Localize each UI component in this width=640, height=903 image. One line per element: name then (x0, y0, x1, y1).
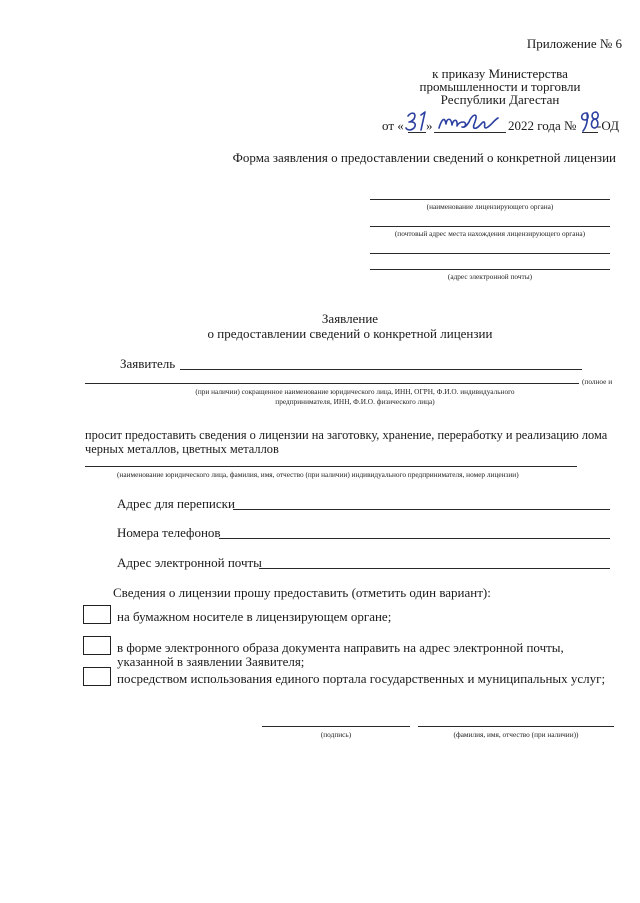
option-portal-checkbox[interactable] (83, 667, 111, 686)
option-electronic-checkbox[interactable] (83, 636, 111, 655)
order-reference-line3: Республики Дагестан (440, 92, 560, 107)
handwritten-month-mark (436, 110, 506, 134)
postal-address-input-line (233, 509, 610, 510)
handwritten-day-mark (404, 108, 430, 134)
licensing-body-caption: (наименование лицензирующего органа) (426, 202, 554, 211)
email-line (370, 269, 610, 270)
email-label: Адрес электронной почты (117, 555, 262, 570)
option-electronic-label-line1: в форме электронного образа документа направить на адрес электронной почты, (117, 640, 564, 655)
signature-line (262, 726, 410, 727)
option-paper-label: на бумажном носителе в лицензирующем органе; (117, 609, 392, 624)
order-suffix: -ОД (597, 118, 619, 133)
options-prompt: Сведения о лицензии прошу предоставить (отметить один вариант): (113, 585, 491, 600)
full-name-line (418, 726, 614, 727)
request-line1: просит предоставить сведения о лицензии на заготовку, хранение, переработку и реализацию лома (85, 428, 608, 442)
applicant-full-name-line (85, 383, 579, 384)
request-caption: (наименование юридического лица, фамилия, имя, отчество (при наличии) индивидуального предпринимателя, номер лицензии) (117, 470, 519, 479)
applicant-full-label: (полное и (582, 377, 613, 386)
licensing-body-line (370, 199, 610, 200)
order-reference-line1: к приказу Министерства (432, 66, 568, 81)
handwritten-order-number-mark (578, 109, 602, 135)
option-portal-label: посредством использования единого портала государственных и муниципальных услуг; (117, 671, 606, 686)
licensee-name-line (85, 466, 577, 467)
request-line2: черных металлов, цветных металлов (85, 442, 279, 456)
appendix-number: Приложение № 6 (526, 36, 622, 51)
postal-address-label: Адрес для переписки (117, 496, 235, 511)
statement-title: Заявление (321, 311, 379, 326)
applicant-caption-line2: предпринимателя, ИНН, Ф.И.О. физического лица) (275, 397, 435, 406)
applicant-caption-line1: (при наличии) сокращенное наименование юридического лица, ИНН, ОГРН, Ф.И.О. индивидуального (195, 387, 515, 396)
phones-input-line (219, 538, 610, 539)
order-reference-line2: промышленности и торговли (419, 79, 581, 94)
date-prefix: от « (382, 118, 404, 133)
statement-subtitle: о предоставлении сведений о конкретной лицензии (207, 326, 493, 341)
date-year: 2022 года № (508, 118, 577, 133)
postal-address-line (370, 226, 610, 227)
form-title: Форма заявления о предоставлении сведений о конкретной лицензии (232, 150, 616, 165)
applicant-label: Заявитель (120, 356, 176, 371)
applicant-name-line (180, 369, 582, 370)
email-caption: (адрес электронной почты) (447, 272, 533, 281)
option-electronic-label-line2: указанной в заявлении Заявителя; (117, 654, 305, 669)
signature-caption: (подпись) (320, 730, 352, 739)
postal-address-line-2 (370, 253, 610, 254)
phones-label: Номера телефонов (117, 525, 221, 540)
full-name-caption: (фамилия, имя, отчество (при наличии)) (453, 730, 579, 739)
option-paper-checkbox[interactable] (83, 605, 111, 624)
date-quote-close: » (426, 118, 433, 133)
email-input-line (259, 568, 610, 569)
postal-address-caption: (почтовый адрес места нахождения лицензирующего органа) (394, 229, 586, 238)
